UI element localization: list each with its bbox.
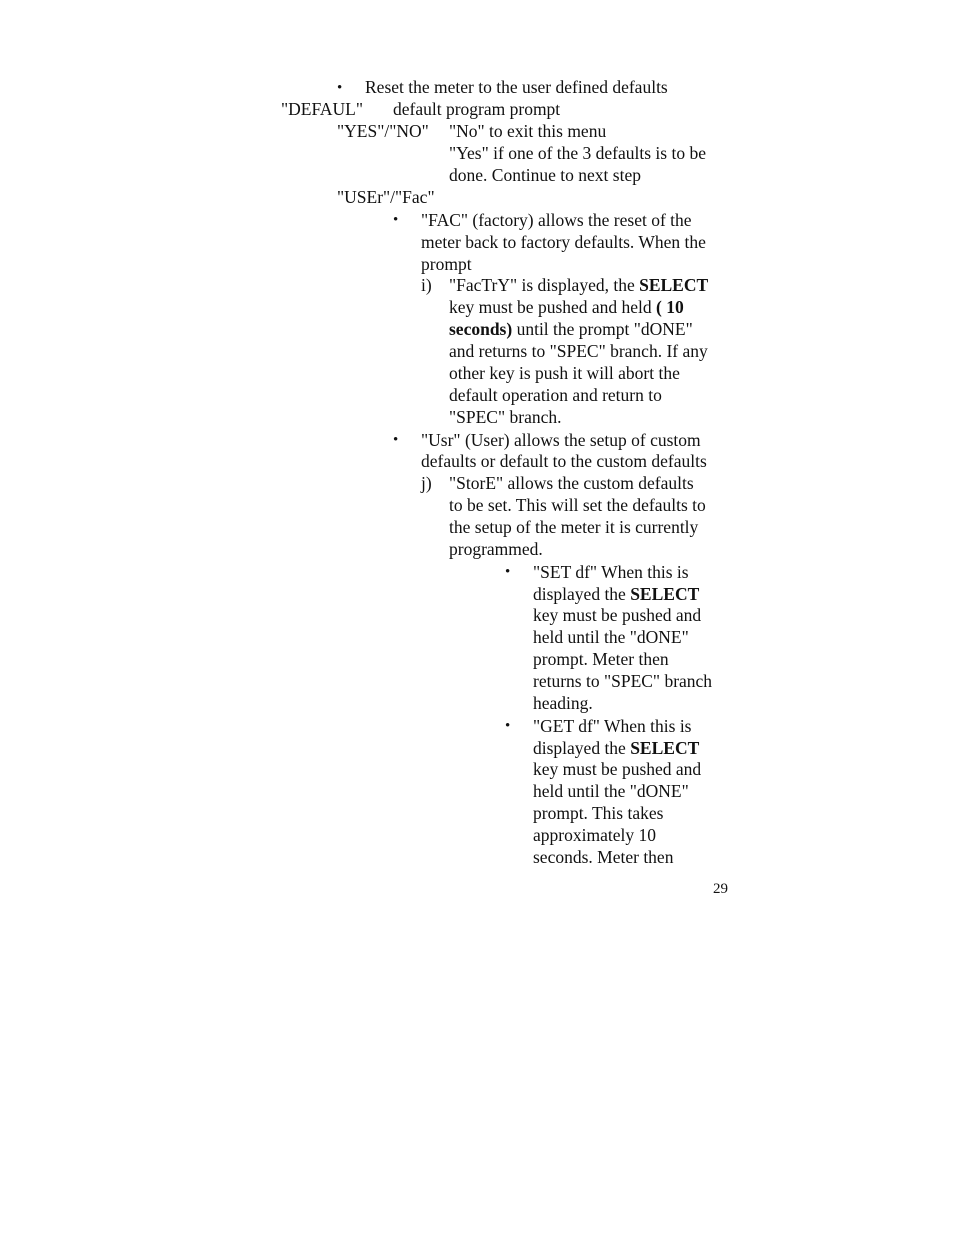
step-i-marker: i) xyxy=(421,275,432,295)
yesno-line-3: done. Continue to next step xyxy=(449,165,641,185)
intro-text: Reset the meter to the user defined defaults xyxy=(365,77,668,97)
step-j-line-2: to be set. This will set the defaults to xyxy=(449,495,706,515)
set-df-line-7: heading. xyxy=(533,693,593,713)
get-df-line-5: prompt. This takes xyxy=(533,803,664,823)
usr-line-1: "Usr" (User) allows the setup of custom xyxy=(421,430,701,450)
set-df-line-1: "SET df" When this is xyxy=(533,562,689,582)
step-i-line-7: "SPEC" branch. xyxy=(449,407,562,427)
get-df-line-3: key must be pushed and xyxy=(533,759,702,779)
set-df-bullet: • xyxy=(505,564,511,580)
set-df-line-3: key must be pushed and xyxy=(533,605,702,625)
fac-line-3: prompt xyxy=(421,254,472,274)
step-i-line-6: default operation and return to xyxy=(449,385,662,405)
yesno-line-1: "No" to exit this menu xyxy=(449,121,607,141)
get-df-bullet: • xyxy=(505,718,511,734)
fac-line-2: meter back to factory defaults. When the xyxy=(421,232,706,252)
step-i-line-1: "FacTrY" is displayed, the SELECT xyxy=(449,275,709,295)
set-df-line-2: displayed the SELECT xyxy=(533,584,700,604)
step-j-line-1: "StorE" allows the custom defaults xyxy=(449,473,694,493)
usr-bullet: • xyxy=(393,432,399,448)
set-df-line-5: prompt. Meter then xyxy=(533,649,669,669)
userfac-key: "USEr"/"Fac" xyxy=(337,187,435,207)
yesno-key: "YES"/"NO" xyxy=(337,121,429,141)
get-df-line-6: approximately 10 xyxy=(533,825,656,845)
step-j-marker: j) xyxy=(421,473,432,493)
defaul-key: "DEFAUL" xyxy=(281,99,364,119)
get-df-line-2: displayed the SELECT xyxy=(533,738,700,758)
intro-bullet: • xyxy=(337,80,343,96)
step-i-line-2: key must be pushed and held ( 10 xyxy=(449,297,684,317)
step-i-line-5: other key is push it will abort the xyxy=(449,363,680,383)
get-df-line-1: "GET df" When this is xyxy=(533,716,692,736)
yesno-line-2: "Yes" if one of the 3 defaults is to be xyxy=(449,143,706,163)
fac-line-1: "FAC" (factory) allows the reset of the xyxy=(421,210,692,230)
page-number: 29 xyxy=(713,881,728,897)
defaul-desc: default program prompt xyxy=(393,99,561,119)
step-i-line-3: seconds) until the prompt "dONE" xyxy=(449,319,693,339)
usr-line-2: defaults or default to the custom defaults xyxy=(421,451,707,471)
step-j-line-4: programmed. xyxy=(449,539,543,559)
fac-bullet: • xyxy=(393,212,399,228)
set-df-line-4: held until the "dONE" xyxy=(533,627,689,647)
step-j-line-3: the setup of the meter it is currently xyxy=(449,517,699,537)
set-df-line-6: returns to "SPEC" branch xyxy=(533,671,713,691)
get-df-line-4: held until the "dONE" xyxy=(533,781,689,801)
get-df-line-7: seconds. Meter then xyxy=(533,847,674,867)
step-i-line-4: and returns to "SPEC" branch. If any xyxy=(449,341,708,361)
